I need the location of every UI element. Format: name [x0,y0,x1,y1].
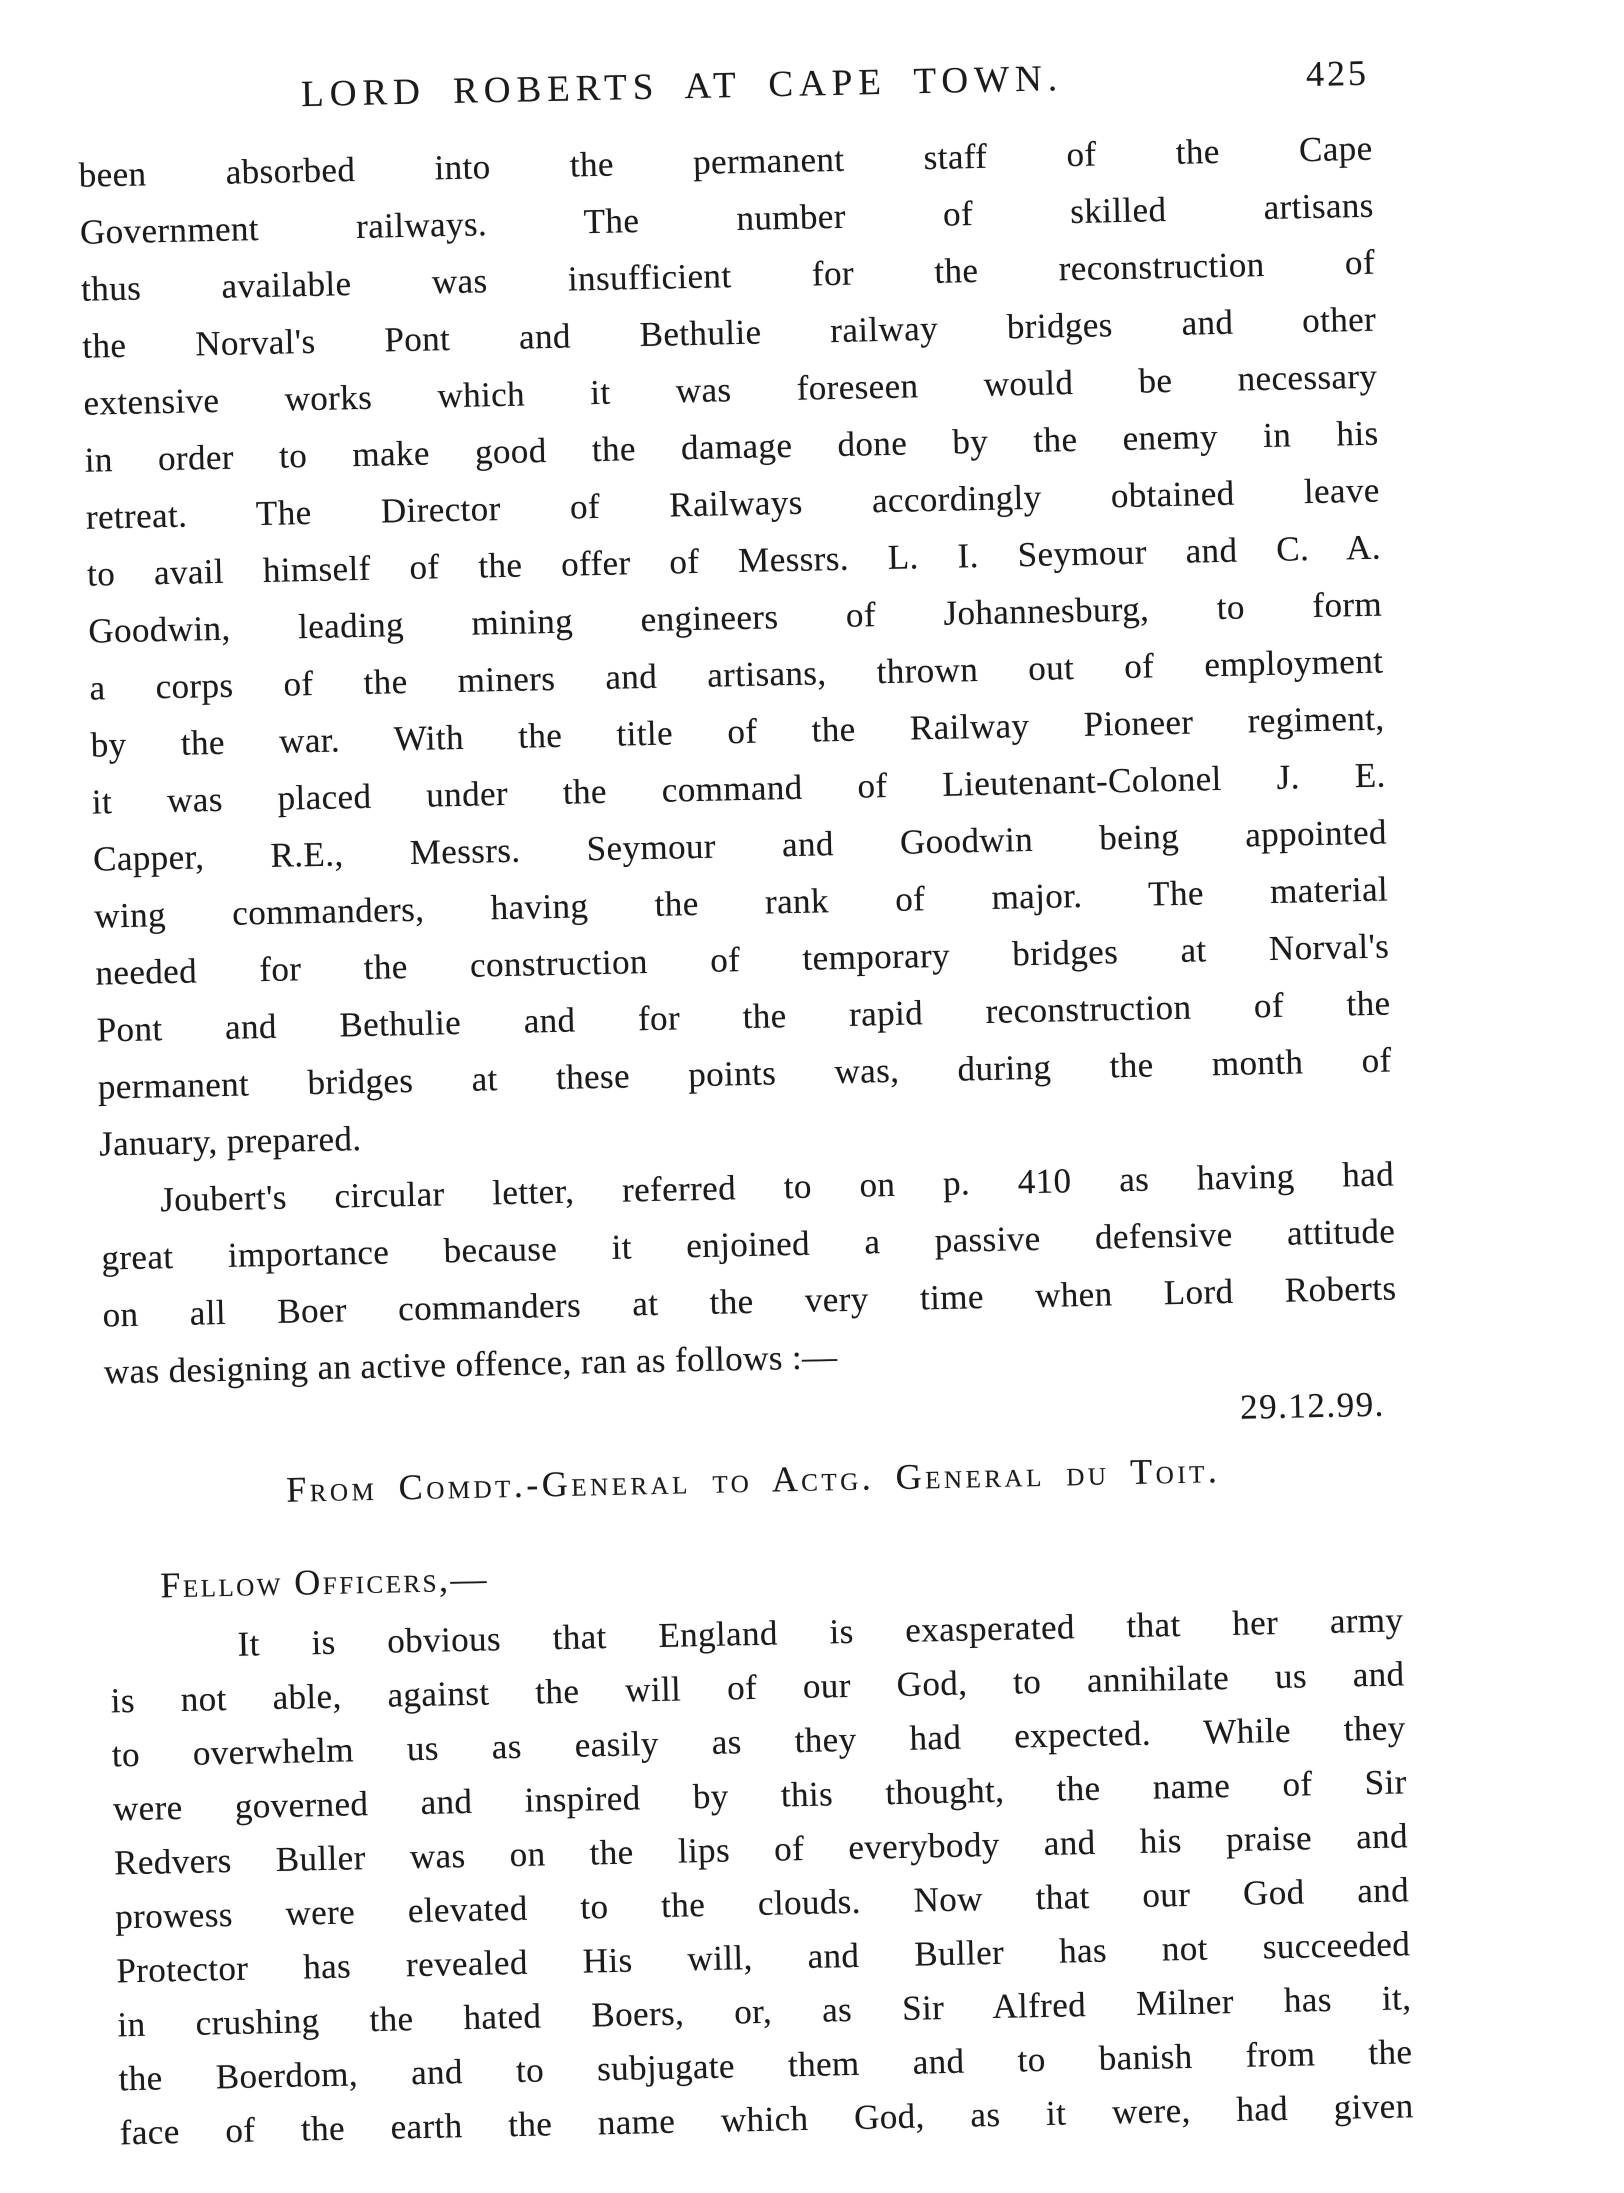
text-line: It is obvious that England is exasperated that her army [237,1600,1404,1664]
text-line: January, prepared. [98,1119,362,1164]
page-number: 425 [1305,52,1370,95]
letter-salutation: Fellow Officers,— [159,1558,490,1606]
letter-body-paragraph [109,1593,1414,2160]
text-line: Redvers Buller was on the lips of everybody and his praise and [113,1816,1409,1883]
page-header-title: LORD ROBERTS AT CAPE TOWN. [300,58,1064,116]
text-line: Joubert's circular letter, referred to on p. 410 as having had [159,1154,1395,1220]
text-line: in crushing the hated Boers, or, as Sir Alfred Milner has it, [117,1978,1412,2045]
letter-heading: From Comdt.-General to Actg. General du Toit. [285,1450,1221,1510]
text-line: were governed and inspired by this thought, the name of Sir [112,1762,1408,1829]
paragraph-joubert-letter-intro [100,1145,1398,1400]
text-line: retreat. The Director of Railways accordingly obtained leave [85,470,1381,537]
text-line: the Boerdom, and to subjugate them and to banish from the [118,2032,1413,2099]
text-line: permanent bridges at these points was, during the month of [97,1040,1393,1107]
letter-date: 29.12.99. [1239,1384,1386,1427]
running-header [75,0,1371,124]
text-line: wing commanders, having the rank of major. The material [93,869,1389,936]
text-line: Goodwin, leading mining engineers of Johannesburg, to form [87,584,1383,651]
paragraph-railway-pioneers [78,120,1393,1173]
text-line: needed for the construction of temporary bridges at Norval's [95,926,1390,993]
text-line: it was placed under the command of Lieutenant-Colonel J. E. [91,755,1387,822]
text-line: to overwhelm us as easily as they had expected. While they [111,1708,1407,1775]
text-line: Capper, R.E., Messrs. Seymour and Goodwin being appointed [92,812,1388,879]
text-line: prowess were elevated to the clouds. Now that our God and [114,1870,1410,1937]
text-line: great importance because it enjoined a passive defensive attitude [101,1211,1396,1278]
text-line: is not able, against the will of our God, to annihilate us and [110,1654,1405,1721]
text-line: to avail himself of the offer of Messrs. L. I. Seymour and C. A. [86,527,1382,594]
text-line: Protector has revealed His will, and Buller has not succeeded [115,1924,1411,1991]
text-line: face of the earth the name which God, as it were, had given [119,2086,1414,2153]
text-line: extensive works which it was foreseen would be necessary [83,356,1378,423]
text-line: Pont and Bethulie and for the rapid reconstruction of the [96,983,1391,1050]
text-line: on all Boer commanders at the very time when Lord Roberts [102,1268,1397,1335]
text-line: was designing an active offence, ran as follows :— [103,1337,838,1392]
text-line: by the war. With the title of the Railway Pioneer regiment, [90,698,1385,765]
text-line: been absorbed into the permanent staff of the Cape [78,128,1373,195]
text-line: a corps of the miners and artisans, thrown out of employment [89,641,1384,708]
text-line: in order to make good the damage done by the enemy in his [84,413,1379,480]
page-content [75,0,1414,2160]
text-line: thus available was insufficient for the reconstruction of [80,242,1376,309]
text-line: Government railways. The number of skilled artisans [79,185,1375,252]
text-line: the Norval's Pont and Bethulie railway bridges and other [81,299,1377,366]
